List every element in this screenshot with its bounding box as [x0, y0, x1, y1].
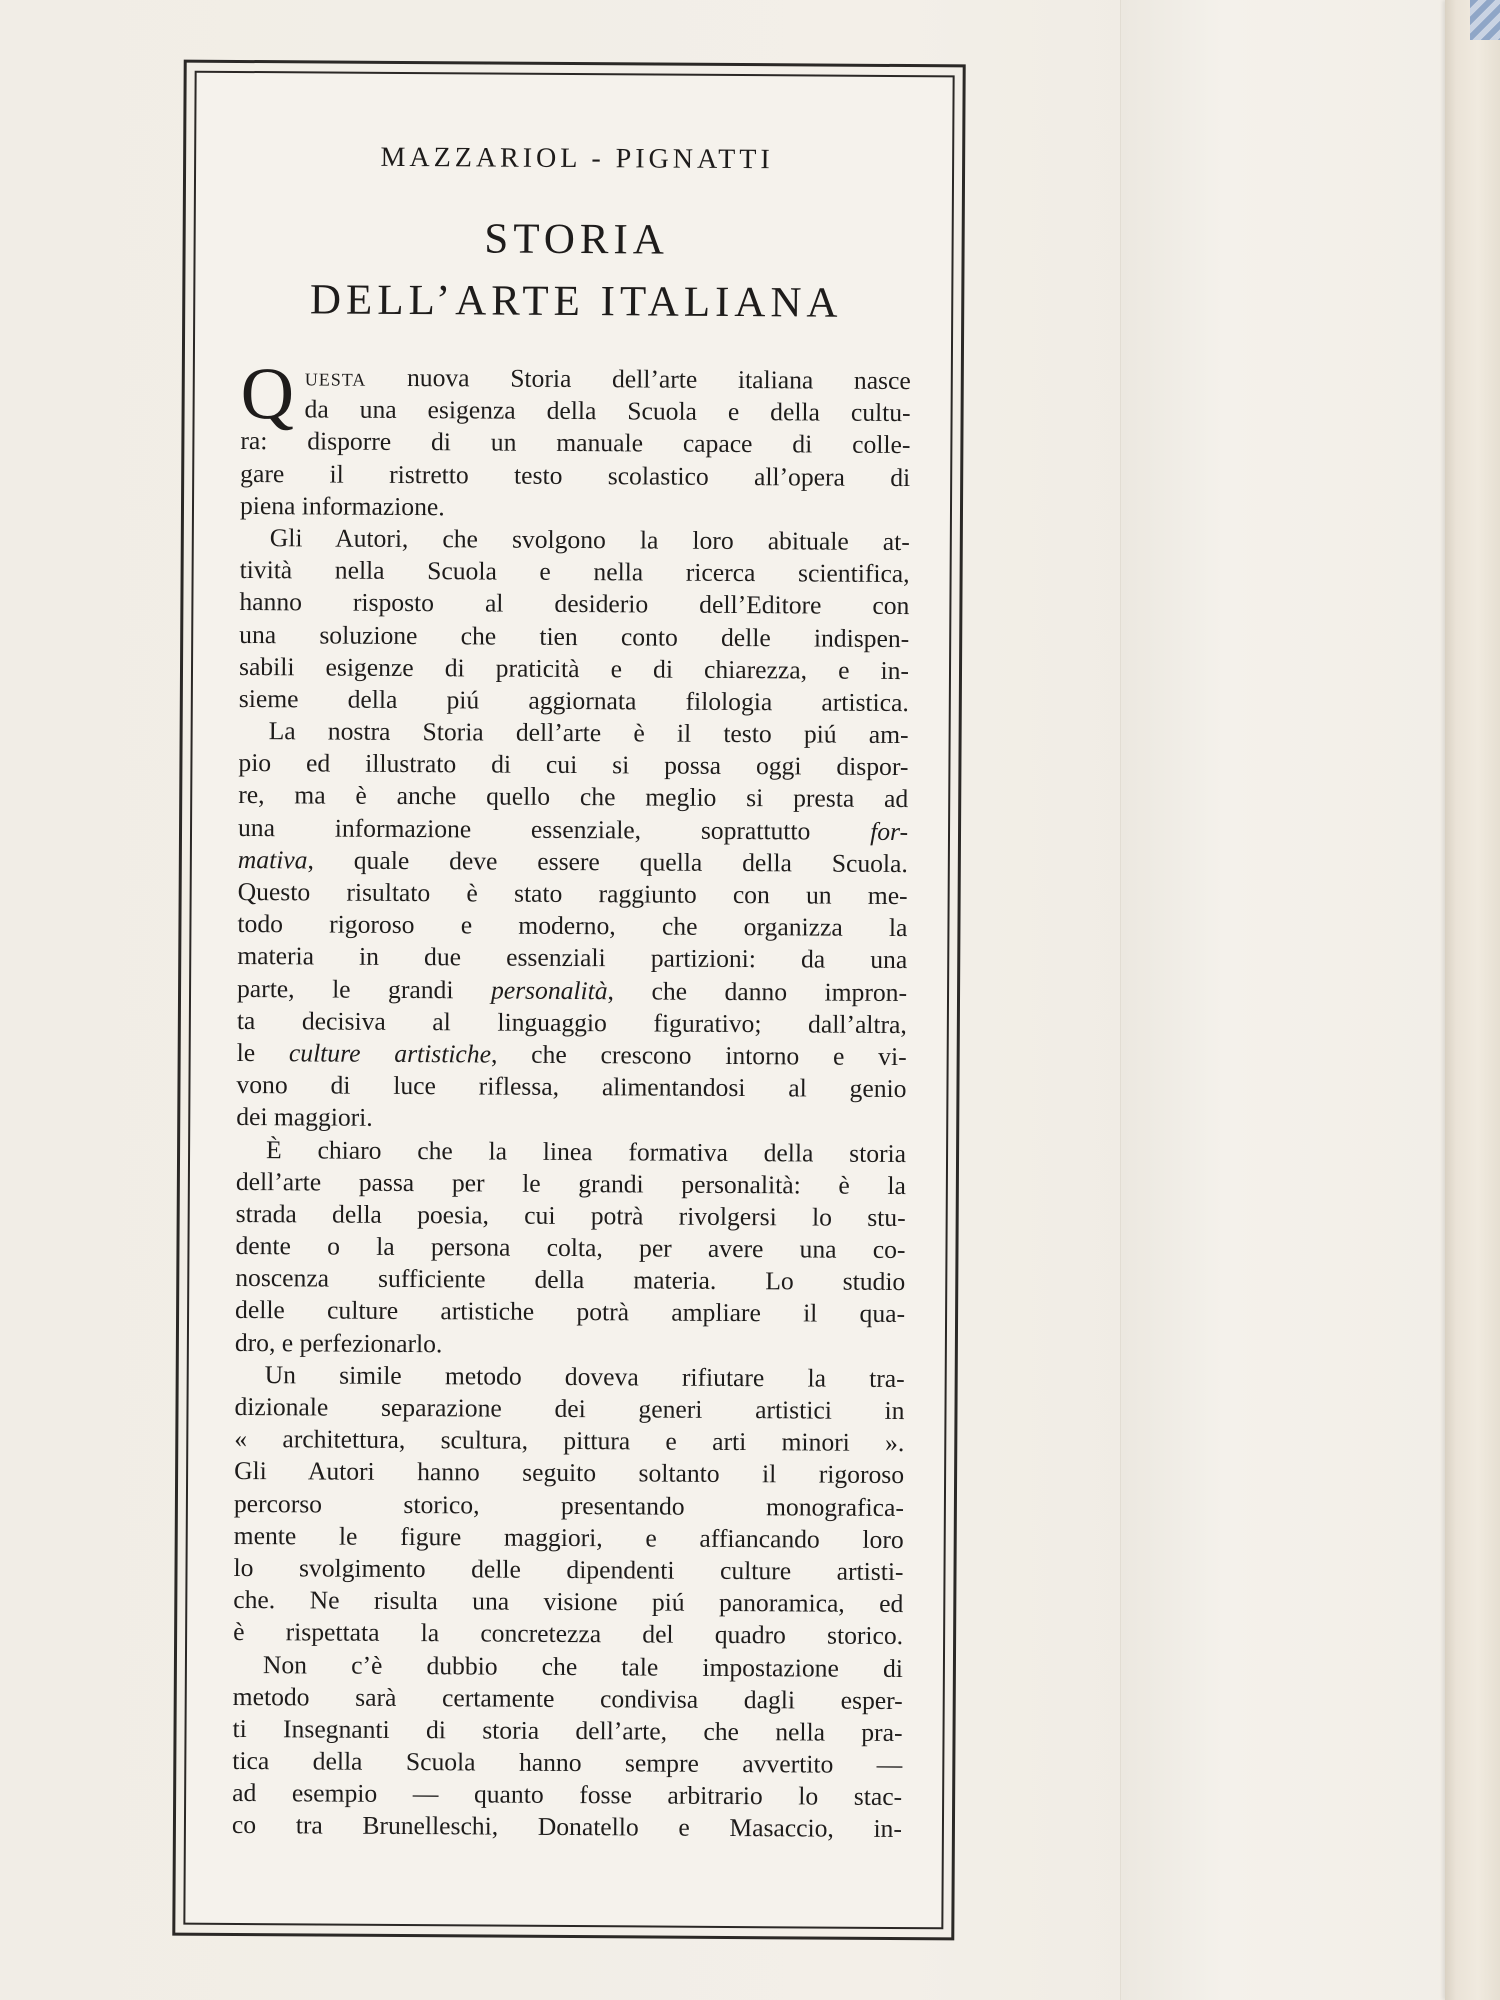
- text-line: « architettura, scultura, pittura e arti minori ».: [234, 1424, 905, 1458]
- text-line: percorso storico, presentando monografica-: [233, 1488, 904, 1522]
- text-line: dell’arte passa per le grandi personalità: è la: [235, 1166, 906, 1200]
- text-line: dro, e perfezionarlo.: [234, 1327, 443, 1358]
- text-line: todo rigoroso e moderno, che organizza la: [237, 909, 908, 943]
- jacket-flap-frame: [172, 60, 965, 1941]
- text-line: La nostra Storia dell’arte è il testo piú am-: [268, 716, 909, 750]
- body-text: [231, 352, 911, 1846]
- text-line: parte, le grandi personalità, che danno impron-: [236, 973, 908, 1007]
- first-word: uesta: [304, 362, 367, 392]
- text-line: Un simile metodo doveva rifiutare la tra-: [264, 1359, 905, 1393]
- text-line: Q uesta nuova Storia dell’arte italiana nasce: [240, 352, 911, 436]
- page-edges: [1445, 0, 1500, 2000]
- text-line: metodo sarà certamente condivisa dagli esper-: [232, 1681, 903, 1715]
- text-line: mente le figure maggiori, e affiancando loro: [233, 1520, 904, 1554]
- text-line: ti Insegnanti di storia dell’arte, che nella pra-: [232, 1713, 903, 1747]
- text-line: co tra Brunelleschi, Donatello e Masaccio, in-: [231, 1810, 903, 1844]
- text-line: mativa, quale deve essere quella della Scuola.: [237, 844, 908, 878]
- book-title: [241, 207, 912, 335]
- text-line: vono di luce riflessa, alimentandosi al genio: [236, 1070, 907, 1104]
- text-line: una soluzione che tien conto delle indispen-: [239, 619, 910, 653]
- text-line: sieme della piú aggiornata filologia artistica.: [238, 683, 909, 717]
- text-line: è rispettata la concretezza del quadro storico.: [233, 1617, 904, 1651]
- flap-text: [232, 135, 912, 1846]
- text-line: piena informazione.: [239, 490, 445, 521]
- title-line-2: DELL’ARTE ITALIANA: [309, 276, 843, 327]
- text-line: dei maggiori.: [236, 1102, 373, 1133]
- jacket-flap-inner-frame: [183, 71, 954, 1930]
- text-line: lo svolgimento delle dipendenti culture artisti-: [233, 1552, 904, 1586]
- text-line: le culture artistiche, che crescono intorno e vi-: [236, 1037, 907, 1072]
- right-page: [1120, 0, 1461, 2000]
- drop-cap: Q: [240, 352, 295, 436]
- text-line: ta decisiva al linguaggio figurativo; dall’altra,: [236, 1005, 907, 1039]
- text-line: dente o la persona colta, per avere una co-: [235, 1231, 906, 1265]
- text-line: È chiaro che la linea formativa della storia: [265, 1134, 907, 1168]
- text-line: noscenza sufficiente della materia. Lo studio: [235, 1263, 906, 1297]
- text-line: tività nella Scuola e nella ricerca scientifica,: [239, 555, 910, 589]
- text-line: da una esigenza della Scuola e della cultu-: [304, 394, 911, 428]
- text-line: tica della Scuola hanno sempre avvertito —: [232, 1746, 903, 1780]
- text-line: pio ed illustrato di cui si possa oggi dispor-: [238, 748, 909, 782]
- text-line: dizionale separazione dei generi artistici in: [234, 1391, 905, 1426]
- title-line-1: STORIA: [484, 215, 670, 264]
- text-line: ra: disporre di un manuale capace di colle-: [240, 426, 911, 460]
- text-line: Questo risultato è stato raggiunto con un me-: [237, 876, 908, 911]
- text-line: ad esempio — quanto fosse arbitrario lo stac-: [232, 1778, 903, 1812]
- text-line: strada della poesia, cui potrà rivolgersi lo stu-: [235, 1198, 906, 1232]
- text-line: una informazione essenziale, soprattutto for-: [237, 812, 909, 846]
- text-line: Gli Autori, che svolgono la loro abituale at-: [269, 523, 910, 557]
- text-line: re, ma è anche quello che meglio si presta ad: [238, 780, 909, 814]
- text-line: che. Ne risulta una visione piú panoramica, ed: [233, 1585, 904, 1619]
- text-line: materia in due essenziali partizioni: da una: [237, 941, 908, 975]
- text-line: hanno risposto al desiderio dell’Editore con: [239, 587, 910, 621]
- text-line: delle culture artistiche potrà ampliare il qua-: [235, 1295, 906, 1329]
- text-line: Non c’è dubbio che tale impostazione di: [262, 1649, 904, 1683]
- text-line: gare il ristretto testo scolastico all’opera di: [240, 458, 911, 492]
- text-line: Gli Autori hanno seguito soltanto il rigoroso: [234, 1456, 905, 1490]
- authors: MAZZARIOL - PIGNATTI: [380, 141, 774, 176]
- blue-object-corner: [1470, 0, 1500, 40]
- text-line: sabili esigenze di praticità e di chiarezza, e in-: [238, 651, 910, 685]
